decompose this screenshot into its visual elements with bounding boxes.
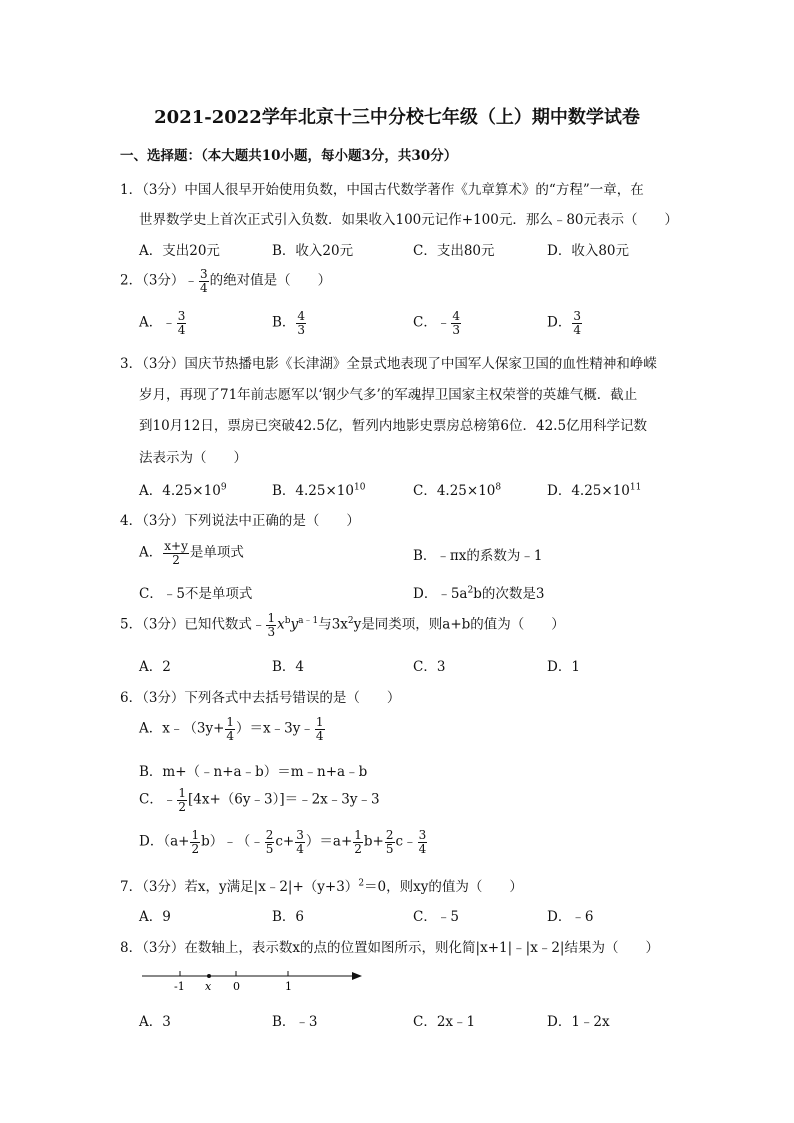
number-line-figure (138, 966, 368, 996)
q2-option-c[interactable]: C．﹣ $\frac{4}{3}$ (413, 309, 460, 337)
q6-stem: 6．（3分）下列各式中去括号错误的是（ ） (120, 690, 401, 706)
q3-option-a[interactable]: A．$4.25\times 10^9$ (139, 482, 227, 499)
q8-option-d[interactable]: D．1﹣2x (547, 1014, 610, 1030)
q6-option-a[interactable]: A．x﹣（3y+ $\frac{1}{4}$ ）＝x﹣3y﹣ $\frac{1}{4}$ (139, 715, 324, 743)
q5-option-a[interactable]: A．2 (139, 659, 171, 675)
q3-stem-line1: 3．（3分）国庆节热播电影《长津湖》全景式地表现了中国军人保家卫国的血性精神和峥嵘 (120, 356, 657, 372)
q2-stem: 2．（3分）﹣ $\frac{3}{4}$ 的绝对值是（ ） (120, 267, 332, 295)
q1-option-d[interactable]: D．收入80元 (547, 243, 630, 259)
q8-option-a[interactable]: A．3 (139, 1014, 171, 1030)
q2-option-a[interactable]: A．﹣ $\frac{3}{4}$ (139, 309, 186, 337)
q4-option-b[interactable]: B．﹣πx的系数为﹣1 (413, 548, 543, 564)
q3-stem-line2: 岁月，再现了71年前志愿军以‘钢少气多’的军魂捍卫国家主权荣誉的英雄气概．截止 (139, 387, 638, 403)
label-minus-one: -1 (174, 980, 185, 993)
q4-option-c[interactable]: C．﹣5不是单项式 (139, 586, 253, 602)
q3-stem-line4: 法表示为（ ） (139, 450, 247, 466)
q2-option-b[interactable]: B． $\frac{4}{3}$ (272, 309, 306, 337)
label-zero: 0 (233, 980, 240, 993)
q7-option-c[interactable]: C．﹣5 (413, 909, 459, 925)
point-x (207, 974, 211, 978)
q6-option-d[interactable]: D．（a+ $\frac{1}{2}$ b）﹣（﹣ $\frac{2}{5}$ c+ $\frac{3}{4}$ ）＝a+ $\frac{1}{2}$ b+ $\frac{2}{5}$ c﹣ $\frac{3}{4}$ (139, 828, 427, 856)
q7-option-d[interactable]: D．﹣6 (547, 909, 594, 925)
q3-option-d[interactable]: D．$4.25\times 10^{11}$ (547, 482, 642, 499)
q1-option-a[interactable]: A．支出20元 (139, 243, 220, 259)
label-one: 1 (285, 980, 292, 993)
q5-option-c[interactable]: C．3 (413, 659, 446, 675)
q1-option-c[interactable]: C．支出80元 (413, 243, 495, 259)
q6-option-c[interactable]: C．﹣ $\frac{1}{2}$ [4x+（6y﹣3）]＝﹣2x﹣3y﹣3 (139, 786, 380, 814)
page-title: 2021-2022学年北京十三中分校七年级（上）期中数学试卷 (154, 107, 640, 128)
q5-stem: 5．（3分）已知代数式﹣ $\frac{1}{3}$ $x^by^{a﹣1}$与$3x^2y$是同类项，则a+b的值为（ ） (120, 611, 565, 639)
q8-stem: 8．（3分）在数轴上，表示数x的点的位置如图所示，则化简|x+1|﹣|x﹣2|结果为（ ） (120, 940, 659, 956)
q6-option-b[interactable]: B．m+（﹣n+a﹣b）＝m﹣n+a﹣b (139, 764, 368, 780)
q3-option-c[interactable]: C．$4.25\times 10^8$ (413, 482, 502, 499)
q7-option-a[interactable]: A．9 (139, 909, 171, 925)
q3-stem-line3: 到10月12日，票房已突破42.5亿，暂列内地影史票房总榜第6位．42.5亿用科学记数 (139, 418, 648, 434)
number-line-arrow (352, 972, 362, 980)
q1-stem-line2: 世界数学史上首次正式引入负数．如果收入100元记作+100元．那么﹣80元表示（ ） (139, 212, 679, 228)
q5-option-b[interactable]: B．4 (272, 659, 305, 675)
q4-option-a[interactable]: A． $\frac{x+y}{2}$ 是单项式 (139, 539, 244, 567)
q7-option-b[interactable]: B．6 (272, 909, 305, 925)
q8-option-c[interactable]: C．2x﹣1 (413, 1014, 476, 1030)
q7-stem: 7．（3分）若x，y满足$|x﹣2|+(y+3)^2=0$，则xy的值为（ ） (120, 878, 523, 895)
q8-option-b[interactable]: B．﹣3 (272, 1014, 318, 1030)
section-heading: 一、选择题：（本大题共10小题，每小题3分，共30分） (120, 148, 458, 164)
q4-option-d[interactable]: D．$﹣5a^2b$的次数是3 (413, 585, 545, 602)
q2-option-d[interactable]: D． $\frac{3}{4}$ (547, 309, 581, 337)
q3-option-b[interactable]: B．$4.25\times 10^{10}$ (272, 482, 366, 499)
q1-stem-line1: 1．（3分）中国人很早开始使用负数，中国古代数学著作《九章算术》的“方程”一章，在 (120, 182, 644, 198)
q5-option-d[interactable]: D．1 (547, 659, 580, 675)
label-x: x (205, 980, 212, 993)
q1-option-b[interactable]: B．收入20元 (272, 243, 354, 259)
q4-stem: 4．（3分）下列说法中正确的是（ ） (120, 513, 360, 529)
